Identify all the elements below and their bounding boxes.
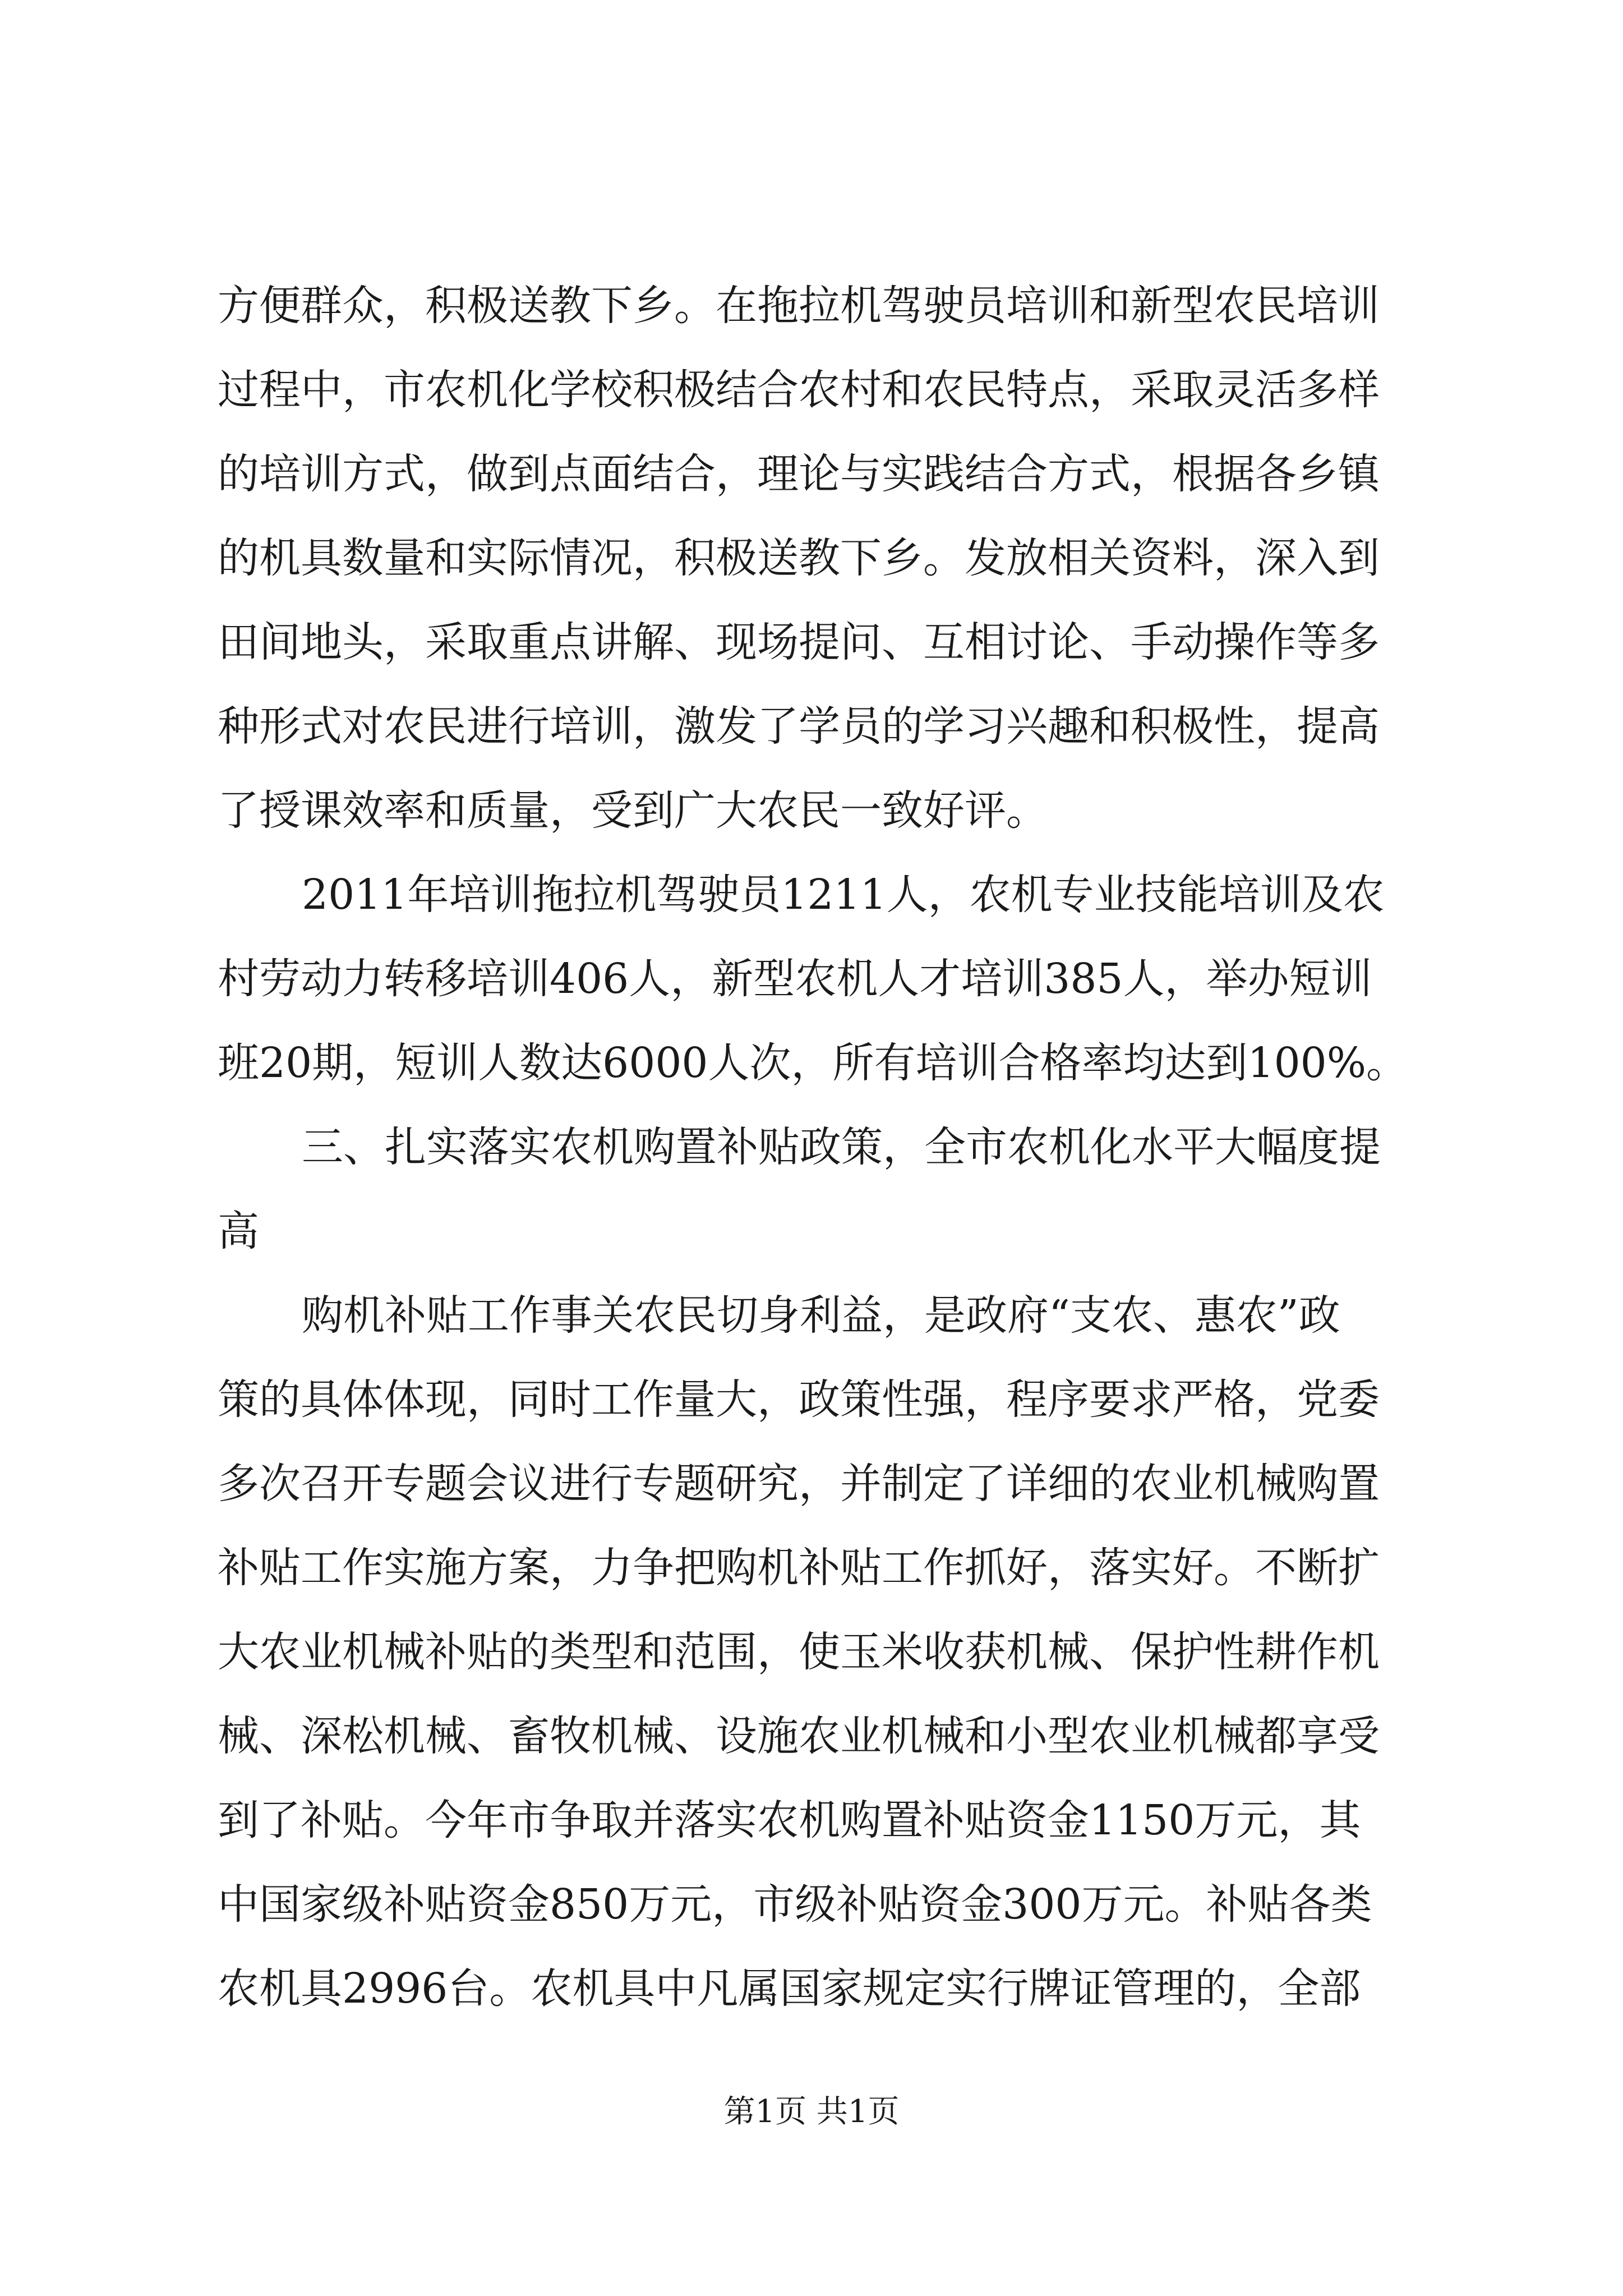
text-line: 多次召开专题会议进行专题研究，并制定了详细的农业机械购置 <box>218 1460 1380 1508</box>
text-line: 农机具2996台。农机具中凡属国家规定实行牌证管理的，全部 <box>218 1964 1361 2013</box>
section-heading-line: 高 <box>218 1207 259 1255</box>
text-line: 的培训方式，做到点面结合，理论与实践结合方式，根据各乡镇 <box>218 450 1380 498</box>
text-line: 村劳动力转移培训406人，新型农机人才培训385人，举办短训 <box>218 955 1372 1003</box>
section-heading-line: 三、扎实落实农机购置补贴政策，全市农机化水平大幅度提 <box>302 1123 1381 1171</box>
text-line: 田间地头，采取重点讲解、现场提问、互相讨论、手动操作等多 <box>218 618 1380 666</box>
text-line: 种形式对农民进行培训，激发了学员的学习兴趣和积极性，提高 <box>218 702 1380 751</box>
text-line: 班20期，短训人数达6000人次，所有培训合格率均达到100%。 <box>218 1039 1408 1087</box>
text-line: 补贴工作实施方案，力争把购机补贴工作抓好，落实好。不断扩 <box>218 1544 1380 1592</box>
text-line: 2011年培训拖拉机驾驶员1211人，农机专业技能培训及农 <box>302 871 1385 919</box>
text-line: 过程中，市农机化学校积极结合农村和农民特点，采取灵活多样 <box>218 366 1380 414</box>
text-line: 大农业机械补贴的类型和范围，使玉米收获机械、保护性耕作机 <box>218 1628 1380 1676</box>
text-line: 中国家级补贴资金850万元，市级补贴资金300万元。补贴各类 <box>218 1880 1372 1929</box>
text-line: 的机具数量和实际情况，积极送教下乡。发放相关资料，深入到 <box>218 534 1380 582</box>
text-line: 策的具体体现，同时工作量大，政策性强，程序要求严格，党委 <box>218 1375 1380 1424</box>
text-line: 了授课效率和质量，受到广大农民一致好评。 <box>218 786 1048 835</box>
page-footer: 第1页 共1页 <box>723 2093 900 2130</box>
text-line: 械、深松机械、畜牧机械、设施农业机械和小型农业机械都享受 <box>218 1712 1380 1760</box>
text-line: 方便群众，积极送教下乡。在拖拉机驾驶员培训和新型农民培训 <box>218 282 1380 330</box>
text-line: 购机补贴工作事关农民切身利益，是政府“支农、惠农”政 <box>302 1291 1340 1340</box>
text-line: 到了补贴。今年市争取并落实农机购置补贴资金1150万元，其 <box>218 1796 1361 1844</box>
